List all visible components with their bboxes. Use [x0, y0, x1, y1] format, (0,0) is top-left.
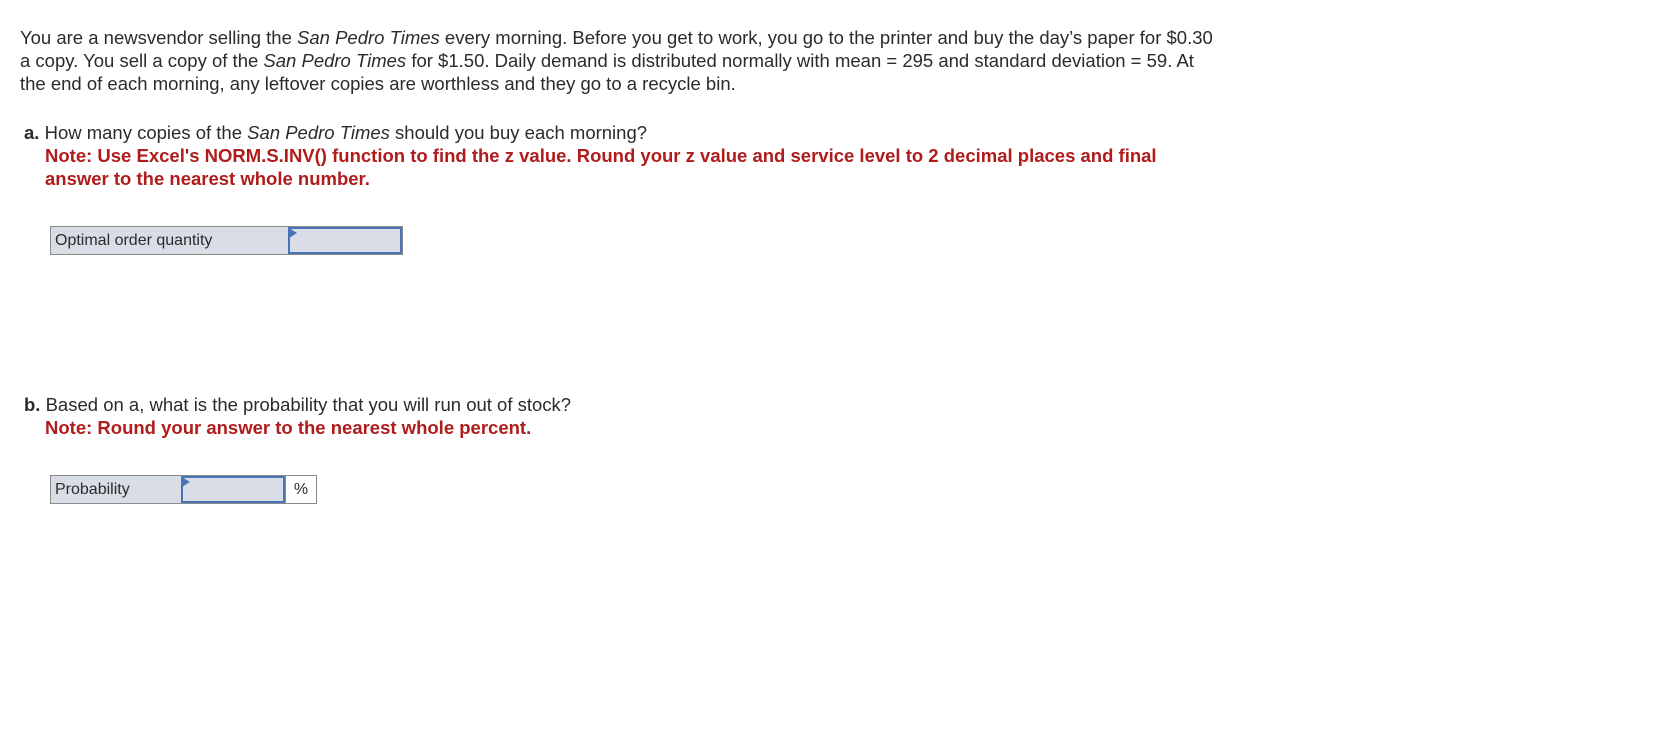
probability-cell[interactable] [181, 476, 285, 503]
optimal-order-quantity-cell[interactable] [288, 227, 402, 254]
probability-label: Probability [55, 481, 130, 498]
percent-unit-label: % [285, 476, 316, 503]
intro-text-1: You are a newsvendor selling the [20, 27, 298, 48]
question-a-text-1: How many copies of the [39, 122, 248, 143]
question-b-label: b. [24, 394, 41, 415]
newspaper-title: San Pedro Times [297, 27, 440, 48]
optimal-order-quantity-label: Optimal order quantity [55, 232, 213, 249]
question-a-label: a. [24, 122, 40, 143]
question-b-text: Based on a, what is the probability that you will run out of stock? [40, 394, 572, 415]
input-flag-icon [182, 477, 190, 487]
answer-row-b [50, 475, 317, 504]
question-a-note: Note: Use Excel's NORM.S.INV() function to find the z value. Round your z value and service level to 2 decimal places and final answer to the nearest whole number. [45, 145, 1157, 189]
answer-row-a [50, 226, 403, 255]
question-a-text-2: should you buy each morning? [389, 122, 648, 143]
question-b-note: Note: Round your answer to the nearest whole percent. [45, 417, 532, 438]
optimal-order-quantity-input[interactable] [290, 229, 400, 252]
newspaper-title: San Pedro Times [247, 122, 390, 143]
question-a [24, 121, 1205, 190]
newspaper-title: San Pedro Times [263, 50, 407, 71]
input-flag-icon [289, 228, 297, 238]
probability-input[interactable] [183, 478, 283, 501]
problem-intro [20, 26, 1220, 95]
question-b [24, 393, 1205, 439]
intro-text-2: every morning. Before you get to work, you go to the printer and buy the day’s paper for $0.30 a copy. You sell a copy of the [20, 27, 1213, 71]
intro-text-3: for $1.50. Daily demand is distributed normally with mean = 295 and standard deviation = 59. At the end of each morning, any leftover copies are worthless and they go to a recycle bin. [20, 50, 1194, 94]
